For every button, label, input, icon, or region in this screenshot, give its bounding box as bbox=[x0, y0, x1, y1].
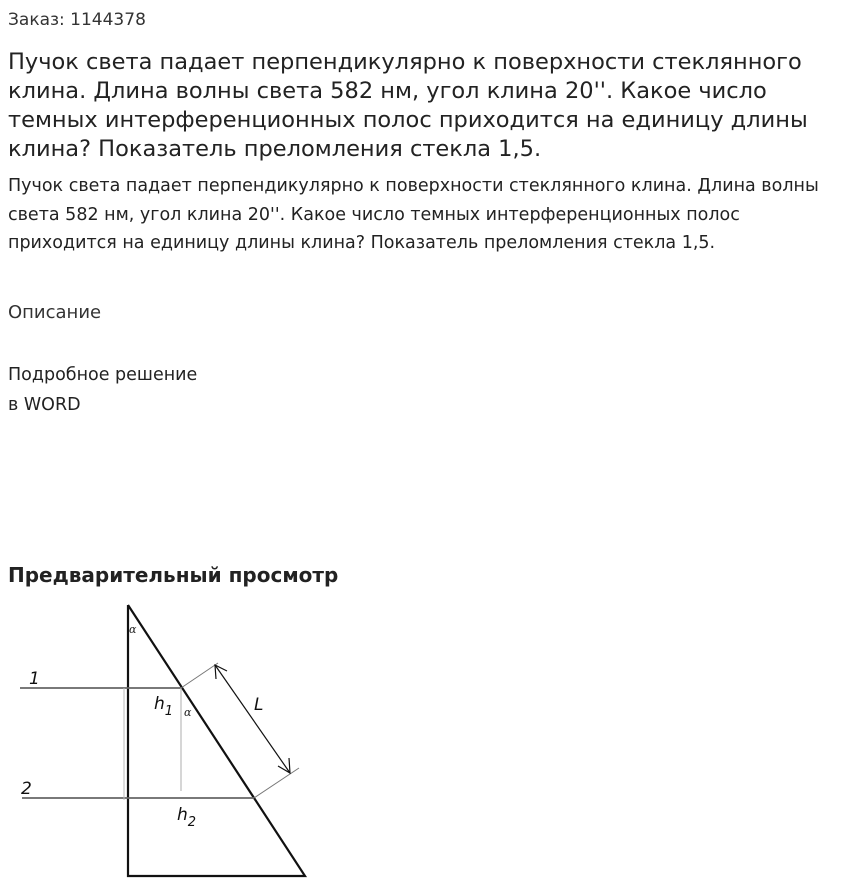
ray-2-label: 2 bbox=[21, 779, 32, 799]
length-label: L bbox=[254, 695, 264, 715]
problem-text: Пучок света падает перпендикулярно к поверхности стеклянного клина. Длина волны света 582 нм, угол клина 20''. Какое число темных интерференционных полос приходится на единицу длины клина? Показатель преломления стекла 1,5. bbox=[8, 176, 819, 253]
wedge-diagram bbox=[0, 595, 340, 890]
h2-base: h bbox=[177, 805, 188, 825]
h2-label bbox=[177, 805, 196, 830]
ray-1-label: 1 bbox=[29, 669, 40, 689]
description-heading: Описание bbox=[8, 302, 102, 323]
description-line-1: Подробное решение bbox=[8, 365, 198, 385]
dimension-guide-top bbox=[181, 663, 218, 688]
angle-alpha-top: α bbox=[129, 623, 137, 636]
order-number: Заказ: 1144378 bbox=[8, 10, 146, 30]
dimension-guide-bottom bbox=[254, 768, 299, 798]
wedge-outline bbox=[128, 605, 305, 876]
h1-base: h bbox=[154, 694, 165, 714]
angle-alpha-mid: α bbox=[184, 706, 192, 719]
h2-subscript: 2 bbox=[187, 815, 197, 830]
h1-subscript: 1 bbox=[164, 704, 174, 719]
preview-heading: Предварительный просмотр bbox=[8, 563, 339, 587]
h1-label bbox=[154, 694, 173, 719]
description-line-2: в WORD bbox=[8, 395, 81, 415]
page-title: Пучок света падает перпендикулярно к поверхности стеклянного клина. Длина волны света 582 нм, угол клина 20''. Какое число темных интерференционных полос приходится на единицу длины клина? Показатель преломления стекла 1,5. bbox=[8, 49, 808, 162]
